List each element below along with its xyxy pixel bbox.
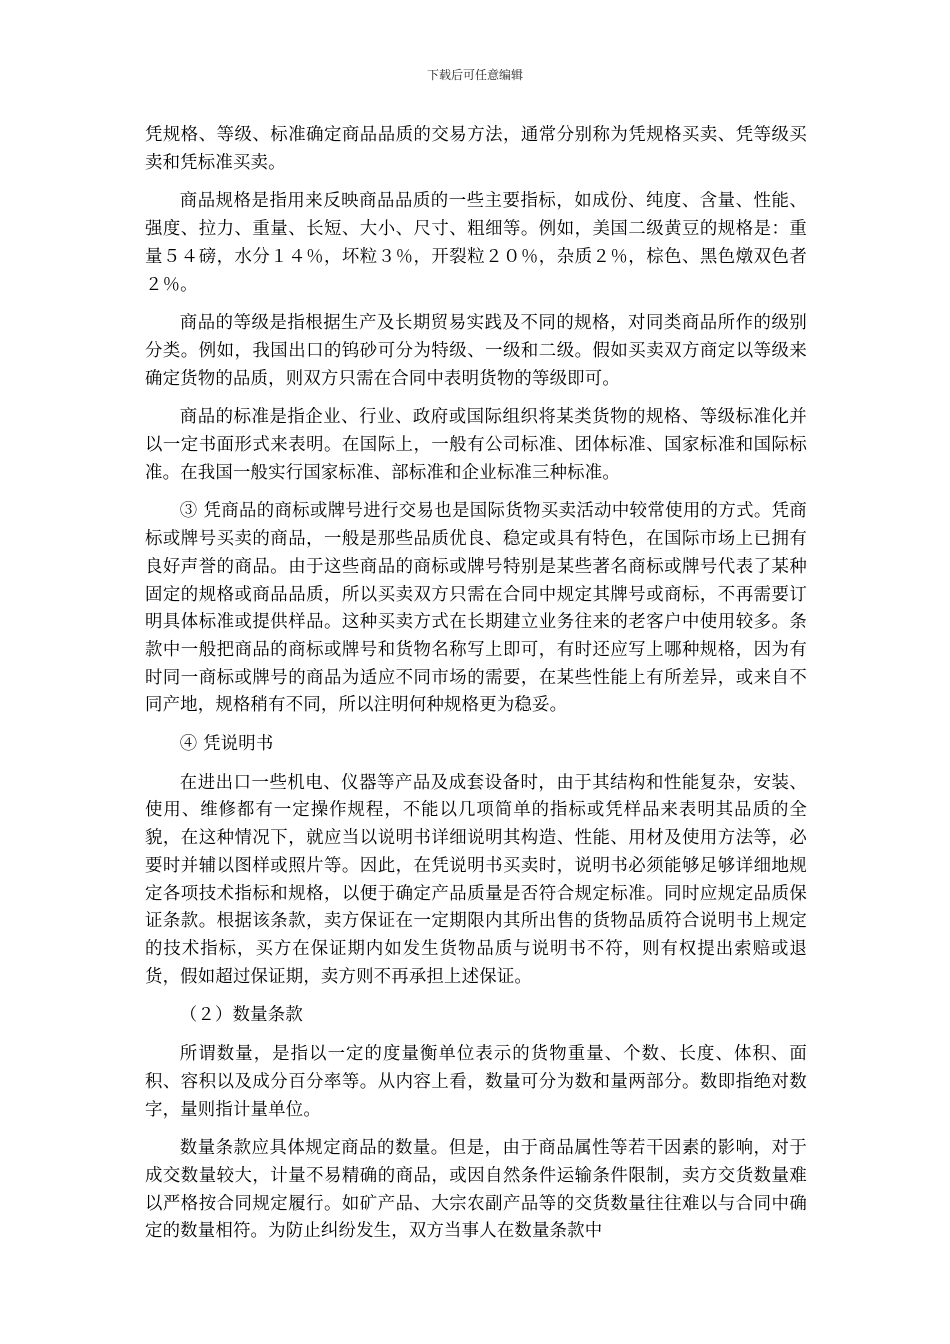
page-header-note: 下载后可任意编辑 <box>426 68 523 82</box>
paragraph-manual: 在进出口一些机电、仪器等产品及成套设备时，由于其结构和性能复杂，安装、使用、维修都有一定操作规程，不能以几项简单的指标或凭样品来表明其品质的全貌，在这种情况下，就应当以说明书详细说明其构造、性能、用材及使用方法等，必要时并辅以图样或照片等。因此，在凭说明书买卖时，说明书必须能够足够详细地规定各项技术指标和规格，以便于确定产品质量是否符合规定标准。同时应规定品质保证条款。根据该条款，卖方保证在一定期限内其所出售的货物品质符合说明书上规定的技术指标，买方在保证期内如发生货物品质与说明书不符，则有权提出索赔或退货，假如超过保证期，卖方则不再承担上述保证。 <box>145 772 807 987</box>
paragraph-trademark: ③ 凭商品的商标或牌号进行交易也是国际货物买卖活动中较常使用的方式。凭商标或牌号买卖的商品，一般是那些品质优良、稳定或具有特色，在国际市场上已拥有良好声誉的商品。由于这些商品的商标或牌号特别是某些著名商标或牌号代表了某种固定的规格或商品品质，所以买卖双方只需在合同中规定其牌号或商标，不再需要订明具体标准或提供样品。这种买卖方式在长期建立业务往来的老客户中使用较多。条款中一般把商品的商标或牌号和货物名称写上即可，有时还应写上哪种规格，因为有时同一商标或牌号的商品为适应不同市场的需要，在某些性能上有所差异，或来自不同产地，规格稍有不同，所以注明何种规格更为稳妥。 <box>145 501 807 716</box>
paragraph-quantity-clause: 数量条款应具体规定商品的数量。但是，由于商品属性等若干因素的影响，对于成交数量较大，计量不易精确的商品，或因自然条件运输条件限制，卖方交货数量难以严格按合同规定履行。如矿产品、大宗农副产品等的交货数量往往难以与合同中确定的数量相符。为防止纠纷发生，双方当事人在数量条款中 <box>145 1138 807 1242</box>
paragraph-grade: 商品的等级是指根据生产及长期贸易实践及不同的规格，对同类商品所作的级别分类。例如，我国出口的钨砂可分为特级、一级和二级。假如买卖双方商定以等级来确定货物的品质，则双方只需在合同中表明货物的等级即可。 <box>145 313 807 389</box>
paragraph-quantity-definition: 所谓数量，是指以一定的度量衡单位表示的货物重量、个数、长度、体积、面积、容积以及成分百分率等。从内容上看，数量可分为数和量两部分。数即指绝对数字，量则指计量单位。 <box>145 1044 807 1120</box>
paragraph-specification: 商品规格是指用来反映商品品质的一些主要指标，如成份、纯度、含量、性能、强度、拉力、重量、长短、大小、尺寸、粗细等。例如，美国二级黄豆的规格是：重量５４磅，水分１４％，坏粒３％，开裂粒２０％，杂质２％，棕色、黑色燉双色者２％。 <box>145 191 807 295</box>
section-heading-manual: ④ 凭说明书 <box>179 734 274 755</box>
document-body <box>145 122 807 1257</box>
paragraph-standard: 商品的标准是指企业、行业、政府或国际组织将某类货物的规格、等级标准化并以一定书面形式来表明。在国际上，一般有公司标准、团体标准、国家标准和国际标准。在我国一般实行国家标准、部标准和企业标准三种标准。 <box>145 407 807 483</box>
section-heading-quantity: （２）数量条款 <box>179 1005 303 1026</box>
paragraph-continuation: 凭规格、等级、标准确定商品品质的交易方法，通常分别称为凭规格买卖、凭等级买卖和凭标准买卖。 <box>145 125 807 173</box>
